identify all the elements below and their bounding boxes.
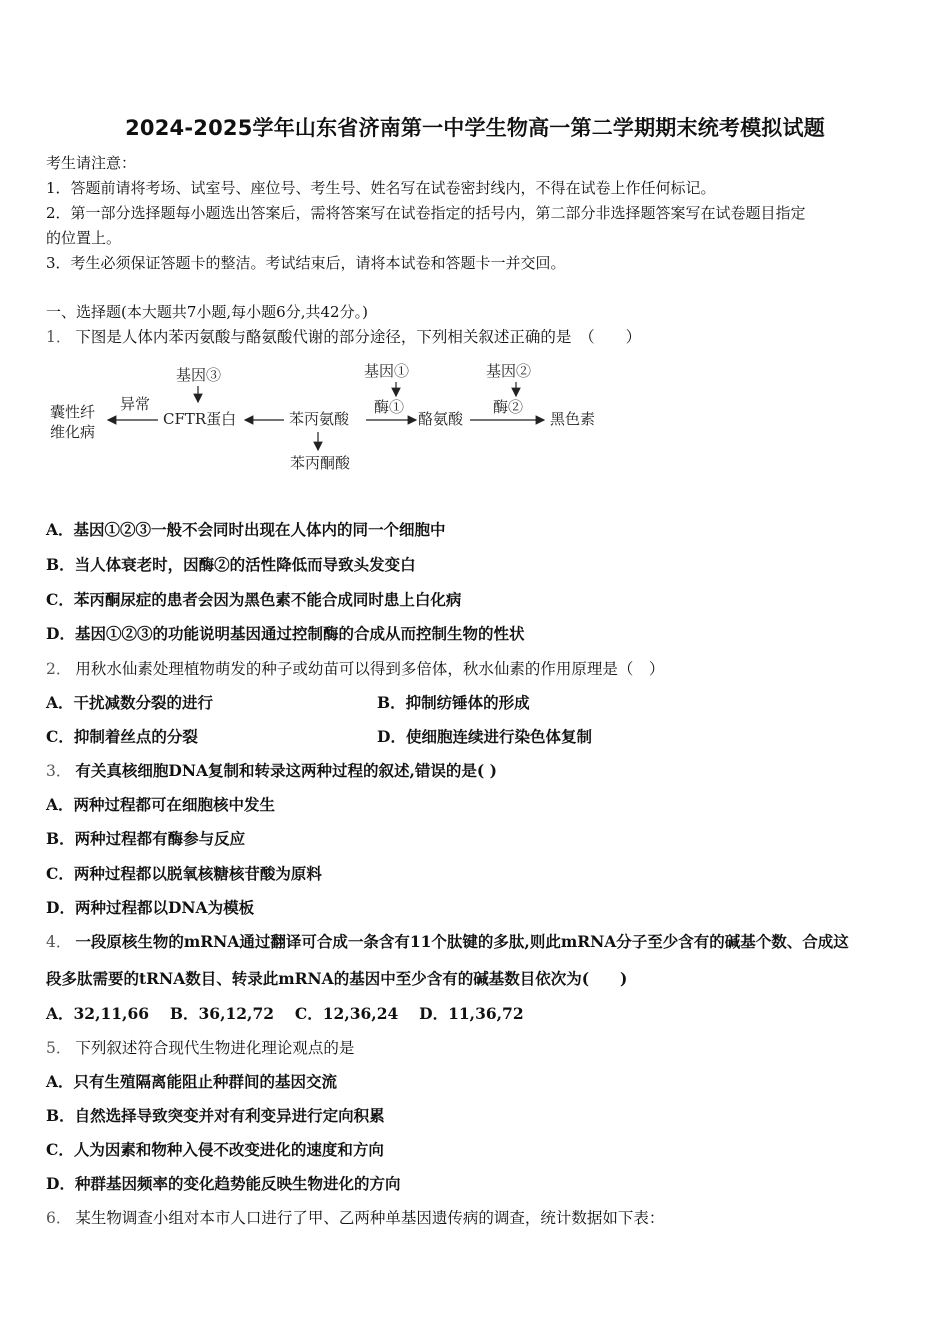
- option-b: B．两种过程都有酶参与反应: [46, 829, 246, 848]
- question-4-options: A．32,11,66 B．36,12,72 C．12,36,24 D．11,36,72: [46, 1004, 524, 1023]
- question-4-stem-continued: 段多肽需要的tRNA数目、转录此mRNA的基因中至少含有的碱基数目依次为( ): [46, 969, 628, 988]
- option-d: D．基因①②③的功能说明基因通过控制酶的合成从而控制生物的性状: [46, 624, 525, 643]
- question-number: 2．: [46, 660, 72, 678]
- melanin-label: 黑色素: [550, 410, 596, 428]
- question-1-stem: [46, 327, 641, 347]
- notice-item: 1．答题前请将考场、试室号、座位号、考生号、姓名写在试卷密封线内，不得在试卷上作任何标记。: [46, 179, 716, 197]
- question-number: 5．: [46, 1039, 72, 1057]
- question-number: 1．: [46, 328, 72, 346]
- disease-label-line1: 囊性纤: [50, 403, 96, 421]
- question-2-stem: [46, 659, 664, 679]
- disease-label-line2: 维化病: [50, 423, 96, 441]
- question-5-stem: [46, 1038, 354, 1058]
- option-b: B．抑制纺锤体的形成: [377, 693, 530, 712]
- notice-item: 的位置上。: [46, 229, 122, 247]
- gene-2-label: 基因②: [486, 362, 532, 380]
- notice-heading: 考生请注意：: [46, 154, 137, 172]
- option-a: A．干扰减数分裂的进行: [46, 693, 214, 712]
- abnormal-label: 异常: [120, 395, 151, 413]
- question-number: 4．: [46, 933, 72, 951]
- option-c: C．人为因素和物种入侵不改变进化的速度和方向: [46, 1140, 384, 1159]
- option-b: B．当人体衰老时，因酶②的活性降低而导致头发变白: [46, 555, 416, 574]
- question-4-stem: [46, 932, 849, 952]
- section-heading: 一、选择题(本大题共7小题,每小题6分,共42分。): [46, 303, 368, 321]
- notice-item: 3．考生必须保证答题卡的整洁。考试结束后，请将本试卷和答题卡一并交回。: [46, 254, 566, 272]
- question-text: 用秋水仙素处理植物萌发的种子或幼苗可以得到多倍体，秋水仙素的作用原理是（ ）: [75, 660, 665, 678]
- option-a: A．两种过程都可在细胞核中发生: [46, 795, 276, 814]
- option-c: C．两种过程都以脱氧核糖核苷酸为原料: [46, 864, 322, 883]
- enzyme-1-label: 酶①: [374, 398, 405, 416]
- question-number: 6．: [46, 1209, 72, 1227]
- question-number: 3．: [46, 762, 72, 780]
- phenylpyruvic-acid-label: 苯丙酮酸: [290, 454, 351, 472]
- question-text: 下图是人体内苯丙氨酸与酪氨酸代谢的部分途径，下列相关叙述正确的是 （ ）: [75, 328, 642, 346]
- question-text: 下列叙述符合现代生物进化理论观点的是: [75, 1039, 355, 1057]
- option-d: D．使细胞连续进行染色体复制: [377, 727, 592, 746]
- gene-1-label: 基因①: [364, 362, 410, 380]
- metabolism-pathway-diagram: [46, 354, 606, 482]
- option-a: A．只有生殖隔离能阻止种群间的基因交流: [46, 1072, 338, 1091]
- enzyme-2-label: 酶②: [493, 398, 524, 416]
- option-a: A．基因①②③一般不会同时出现在人体内的同一个细胞中: [46, 520, 446, 539]
- question-text: 一段原核生物的mRNA通过翻译可合成一条含有11个肽键的多肽,则此mRNA分子至少含有的碱基个数、合成这: [75, 932, 849, 951]
- option-c: C．苯丙酮尿症的患者会因为黑色素不能合成同时患上白化病: [46, 590, 462, 609]
- option-d: D．种群基因频率的变化趋势能反映生物进化的方向: [46, 1174, 401, 1193]
- page-title: 2024-2025学年山东省济南第一中学生物高一第二学期期末统考模拟试题: [125, 116, 825, 140]
- notice-item: 2．第一部分选择题每小题选出答案后，需将答案写在试卷指定的括号内，第二部分非选择题答案写在试卷题目指定: [46, 204, 806, 222]
- question-6-stem: [46, 1208, 664, 1228]
- tyrosine-label: 酪氨酸: [418, 410, 464, 428]
- cftr-protein-label: CFTR蛋白: [163, 410, 237, 428]
- question-text: 有关真核细胞DNA复制和转录这两种过程的叙述,错误的是( ): [75, 761, 497, 780]
- option-c: C．抑制着丝点的分裂: [46, 727, 198, 746]
- phenylalanine-label: 苯丙氨酸: [289, 410, 350, 428]
- option-b: B．自然选择导致突变并对有利变异进行定向积累: [46, 1106, 385, 1125]
- question-text: 某生物调查小组对本市人口进行了甲、乙两种单基因遗传病的调查，统计数据如下表：: [75, 1209, 665, 1227]
- question-3-stem: [46, 761, 497, 781]
- gene-3-label: 基因③: [176, 366, 222, 384]
- option-d: D．两种过程都以DNA为模板: [46, 898, 255, 917]
